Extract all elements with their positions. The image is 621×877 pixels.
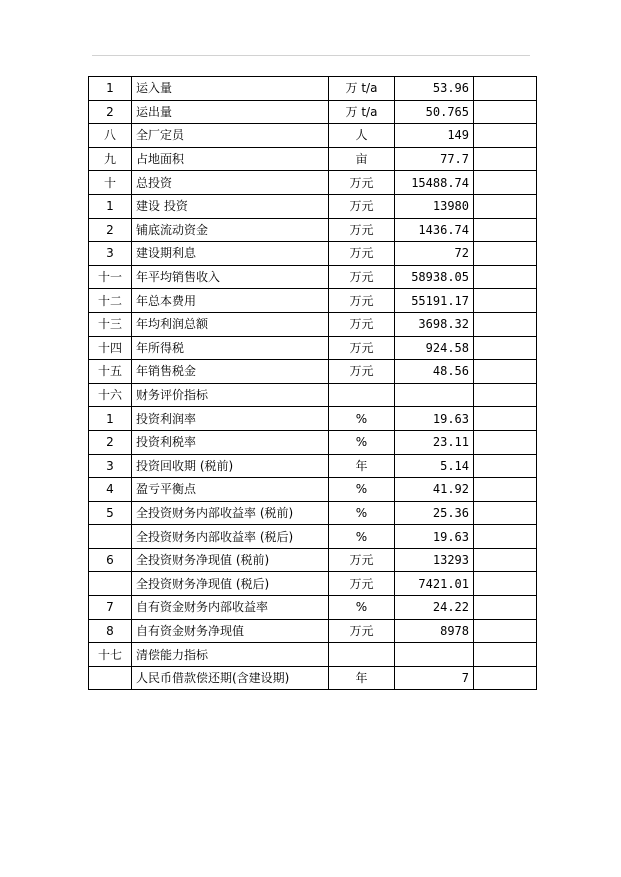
unit: 万元 — [329, 336, 395, 360]
indicator-name: 建设 投资 — [132, 194, 329, 218]
unit: % — [329, 596, 395, 620]
remark-cell — [474, 407, 537, 431]
table-row — [89, 478, 537, 502]
remark-cell — [474, 124, 537, 148]
unit: 万元 — [329, 194, 395, 218]
table-row — [89, 666, 537, 690]
table-row — [89, 336, 537, 360]
unit: 年 — [329, 666, 395, 690]
indicator-name: 占地面积 — [132, 147, 329, 171]
indicator-name: 人民币借款偿还期(含建设期) — [132, 666, 329, 690]
remark-cell — [474, 242, 537, 266]
remark-cell — [474, 666, 537, 690]
value: 7421.01 — [395, 572, 474, 596]
remark-cell — [474, 643, 537, 667]
row-number: 十四 — [89, 336, 132, 360]
indicator-name: 年总本费用 — [132, 289, 329, 313]
indicator-name: 总投资 — [132, 171, 329, 195]
row-number: 九 — [89, 147, 132, 171]
remark-cell — [474, 454, 537, 478]
unit: 人 — [329, 124, 395, 148]
row-number: 8 — [89, 619, 132, 643]
remark-cell — [474, 430, 537, 454]
unit: 万 t/a — [329, 77, 395, 101]
table-row — [89, 525, 537, 549]
unit: % — [329, 501, 395, 525]
row-number: 十 — [89, 171, 132, 195]
indicator-name: 盈亏平衡点 — [132, 478, 329, 502]
value: 19.63 — [395, 407, 474, 431]
table-row — [89, 100, 537, 124]
indicator-name: 投资回收期 (税前) — [132, 454, 329, 478]
value: 53.96 — [395, 77, 474, 101]
indicator-name: 年均利润总额 — [132, 312, 329, 336]
unit: 万元 — [329, 360, 395, 384]
unit: % — [329, 407, 395, 431]
table-row — [89, 383, 537, 407]
indicator-name: 全投资财务净现值 (税后) — [132, 572, 329, 596]
row-number: 6 — [89, 548, 132, 572]
remark-cell — [474, 478, 537, 502]
unit: 万元 — [329, 242, 395, 266]
unit: 亩 — [329, 147, 395, 171]
remark-cell — [474, 383, 537, 407]
unit: 年 — [329, 454, 395, 478]
row-number: 1 — [89, 194, 132, 218]
table-row — [89, 147, 537, 171]
row-number — [89, 572, 132, 596]
indicator-name: 年销售税金 — [132, 360, 329, 384]
value: 72 — [395, 242, 474, 266]
remark-cell — [474, 596, 537, 620]
remark-cell — [474, 289, 537, 313]
row-number — [89, 525, 132, 549]
table-row — [89, 312, 537, 336]
unit: 万元 — [329, 572, 395, 596]
indicator-table-body — [89, 77, 537, 690]
value: 5.14 — [395, 454, 474, 478]
table-row — [89, 643, 537, 667]
table-row — [89, 360, 537, 384]
unit: 万元 — [329, 312, 395, 336]
remark-cell — [474, 501, 537, 525]
row-number: 十五 — [89, 360, 132, 384]
row-number: 十七 — [89, 643, 132, 667]
value: 13980 — [395, 194, 474, 218]
value: 23.11 — [395, 430, 474, 454]
row-number: 1 — [89, 77, 132, 101]
table-row — [89, 548, 537, 572]
row-number: 1 — [89, 407, 132, 431]
value: 1436.74 — [395, 218, 474, 242]
indicator-name: 自有资金财务内部收益率 — [132, 596, 329, 620]
indicator-name: 建设期利息 — [132, 242, 329, 266]
indicator-name: 铺底流动资金 — [132, 218, 329, 242]
unit: 万元 — [329, 218, 395, 242]
unit: 万元 — [329, 265, 395, 289]
table-row — [89, 619, 537, 643]
row-number: 2 — [89, 218, 132, 242]
indicator-name: 全投资财务内部收益率 (税后) — [132, 525, 329, 549]
unit — [329, 643, 395, 667]
table-row — [89, 501, 537, 525]
unit: 万元 — [329, 619, 395, 643]
unit: 万元 — [329, 289, 395, 313]
row-number: 5 — [89, 501, 132, 525]
unit: % — [329, 430, 395, 454]
value: 77.7 — [395, 147, 474, 171]
table-row — [89, 454, 537, 478]
unit: 万元 — [329, 548, 395, 572]
indicator-name: 全投资财务净现值 (税前) — [132, 548, 329, 572]
indicator-name: 全投资财务内部收益率 (税前) — [132, 501, 329, 525]
remark-cell — [474, 218, 537, 242]
value: 19.63 — [395, 525, 474, 549]
row-number: 2 — [89, 100, 132, 124]
remark-cell — [474, 336, 537, 360]
row-number: 2 — [89, 430, 132, 454]
remark-cell — [474, 147, 537, 171]
table-row — [89, 430, 537, 454]
table-row — [89, 407, 537, 431]
value: 55191.17 — [395, 289, 474, 313]
row-number: 十六 — [89, 383, 132, 407]
value: 41.92 — [395, 478, 474, 502]
unit: 万元 — [329, 171, 395, 195]
remark-cell — [474, 77, 537, 101]
value: 3698.32 — [395, 312, 474, 336]
remark-cell — [474, 619, 537, 643]
indicator-name: 全厂定员 — [132, 124, 329, 148]
value: 25.36 — [395, 501, 474, 525]
table-row — [89, 171, 537, 195]
row-number: 十二 — [89, 289, 132, 313]
indicator-name: 财务评价指标 — [132, 383, 329, 407]
row-number: 十三 — [89, 312, 132, 336]
value: 58938.05 — [395, 265, 474, 289]
indicator-name: 运入量 — [132, 77, 329, 101]
indicator-name: 年平均销售收入 — [132, 265, 329, 289]
value: 15488.74 — [395, 171, 474, 195]
indicator-name: 自有资金财务净现值 — [132, 619, 329, 643]
remark-cell — [474, 171, 537, 195]
table-row — [89, 194, 537, 218]
table-row — [89, 218, 537, 242]
row-number: 十一 — [89, 265, 132, 289]
table-row — [89, 242, 537, 266]
remark-cell — [474, 265, 537, 289]
indicator-table — [88, 76, 537, 690]
value: 8978 — [395, 619, 474, 643]
remark-cell — [474, 548, 537, 572]
remark-cell — [474, 312, 537, 336]
value: 7 — [395, 666, 474, 690]
value: 50.765 — [395, 100, 474, 124]
indicator-name: 清偿能力指标 — [132, 643, 329, 667]
value: 24.22 — [395, 596, 474, 620]
row-number: 八 — [89, 124, 132, 148]
unit — [329, 383, 395, 407]
unit: 万 t/a — [329, 100, 395, 124]
table-row — [89, 289, 537, 313]
indicator-name: 年所得税 — [132, 336, 329, 360]
value: 149 — [395, 124, 474, 148]
remark-cell — [474, 525, 537, 549]
indicator-name: 运出量 — [132, 100, 329, 124]
row-number: 7 — [89, 596, 132, 620]
table-row — [89, 596, 537, 620]
value — [395, 643, 474, 667]
row-number — [89, 666, 132, 690]
value — [395, 383, 474, 407]
row-number: 3 — [89, 242, 132, 266]
remark-cell — [474, 100, 537, 124]
row-number: 4 — [89, 478, 132, 502]
table-row — [89, 124, 537, 148]
value: 924.58 — [395, 336, 474, 360]
remark-cell — [474, 360, 537, 384]
indicator-name: 投资利税率 — [132, 430, 329, 454]
table-row — [89, 572, 537, 596]
remark-cell — [474, 194, 537, 218]
unit: % — [329, 478, 395, 502]
table-row — [89, 77, 537, 101]
row-number: 3 — [89, 454, 132, 478]
unit: % — [329, 525, 395, 549]
header-rule — [92, 55, 530, 56]
indicator-name: 投资利润率 — [132, 407, 329, 431]
remark-cell — [474, 572, 537, 596]
table-row — [89, 265, 537, 289]
value: 13293 — [395, 548, 474, 572]
value: 48.56 — [395, 360, 474, 384]
